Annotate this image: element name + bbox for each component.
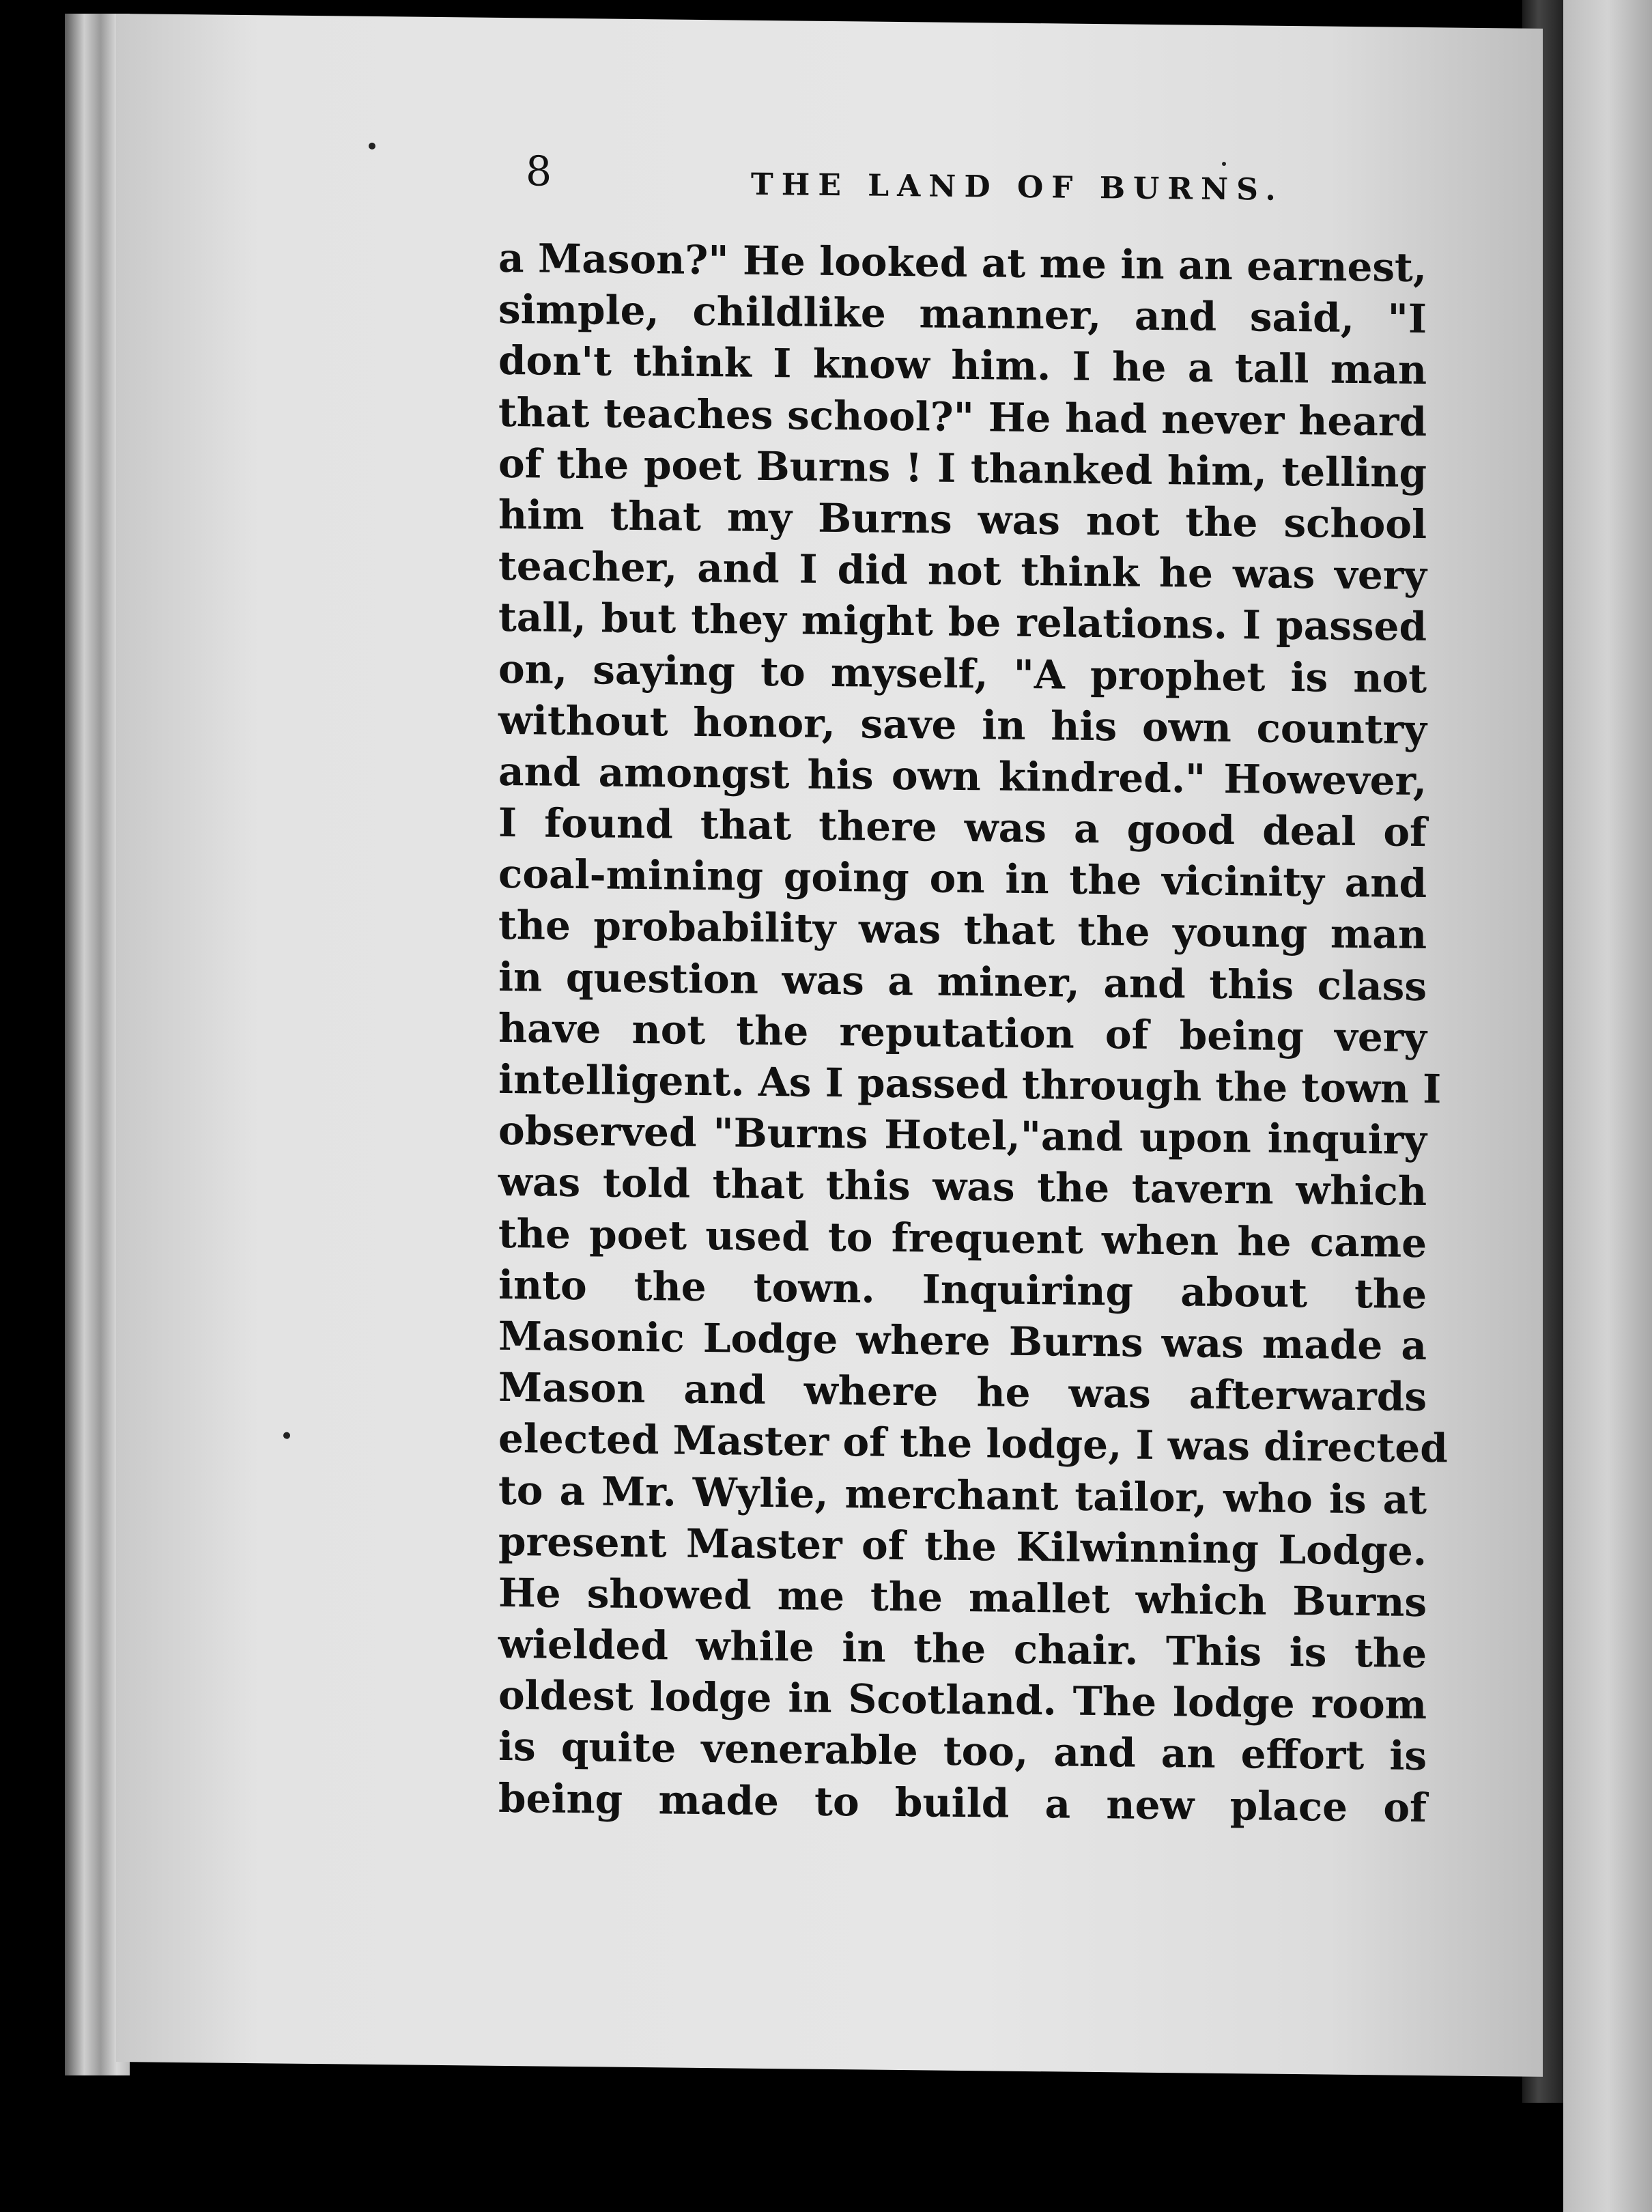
- page-number: 8: [526, 147, 552, 196]
- text-line: the poet used to frequent when he came: [498, 1210, 1427, 1266]
- text-line: and amongst his own kindred." However,: [498, 748, 1427, 804]
- text-line: have not the reputation of being very: [498, 1004, 1427, 1061]
- text-line: He showed me the mallet which Burns: [498, 1569, 1427, 1626]
- text-line: is quite venerable too, and an effort is: [498, 1723, 1427, 1780]
- text-line: in question was a miner, and this class: [498, 953, 1427, 1010]
- running-head: THE LAND OF BURNS.: [751, 167, 1284, 208]
- ink-speck: [283, 1432, 290, 1439]
- text-line: don't think I know him. I he a tall man: [498, 337, 1427, 394]
- text-line: into the town. Inquiring about the: [498, 1261, 1427, 1318]
- text-line: I found that there was a good deal of: [498, 799, 1427, 856]
- text-line: intelligent. As I passed through the town I: [498, 1055, 1442, 1113]
- text-line: tall, but they might be relations. I passed: [498, 594, 1427, 651]
- text-line: that teaches school?" He had never heard: [498, 388, 1427, 445]
- text-line: oldest lodge in Scotland. The lodge room: [498, 1672, 1427, 1729]
- text-line: on, saying to myself, "A prophet is not: [498, 645, 1427, 702]
- facing-page-edge: [1563, 0, 1652, 2212]
- text-line: coal-mining going on in the vicinity and: [498, 851, 1427, 907]
- text-line: was told that this was the tavern which: [498, 1159, 1427, 1215]
- book-page: [116, 14, 1543, 2077]
- text-line: simple, childlike manner, and said, "I: [498, 286, 1427, 343]
- text-line: of the poet Burns ! I thanked him, telling: [498, 440, 1427, 496]
- text-line: teacher, and I did not think he was very: [498, 542, 1427, 599]
- body-text: [498, 233, 1448, 1834]
- text-line: without honor, save in his own country: [498, 696, 1427, 753]
- text-line: observed "Burns Hotel,"and upon inquiry: [498, 1107, 1427, 1164]
- text-line: to a Mr. Wylie, merchant tailor, who is at: [498, 1466, 1427, 1523]
- text-line: wielded while in the chair. This is the: [498, 1620, 1427, 1677]
- text-line: being made to build a new place of: [498, 1774, 1427, 1831]
- text-line: a Mason?" He looked at me in an earnest,: [498, 234, 1427, 292]
- text-line: present Master of the Kilwinning Lodge.: [498, 1518, 1427, 1574]
- text-line: Masonic Lodge where Burns was made a: [498, 1312, 1427, 1370]
- ink-speck: [369, 143, 375, 150]
- text-line: him that my Burns was not the school: [498, 491, 1427, 548]
- text-line: Mason and where he was afterwards: [498, 1363, 1427, 1421]
- text-line: the probability was that the young man: [498, 902, 1427, 959]
- ink-speck: [1222, 162, 1226, 166]
- text-line: elected Master of the lodge, I was directed: [498, 1415, 1448, 1472]
